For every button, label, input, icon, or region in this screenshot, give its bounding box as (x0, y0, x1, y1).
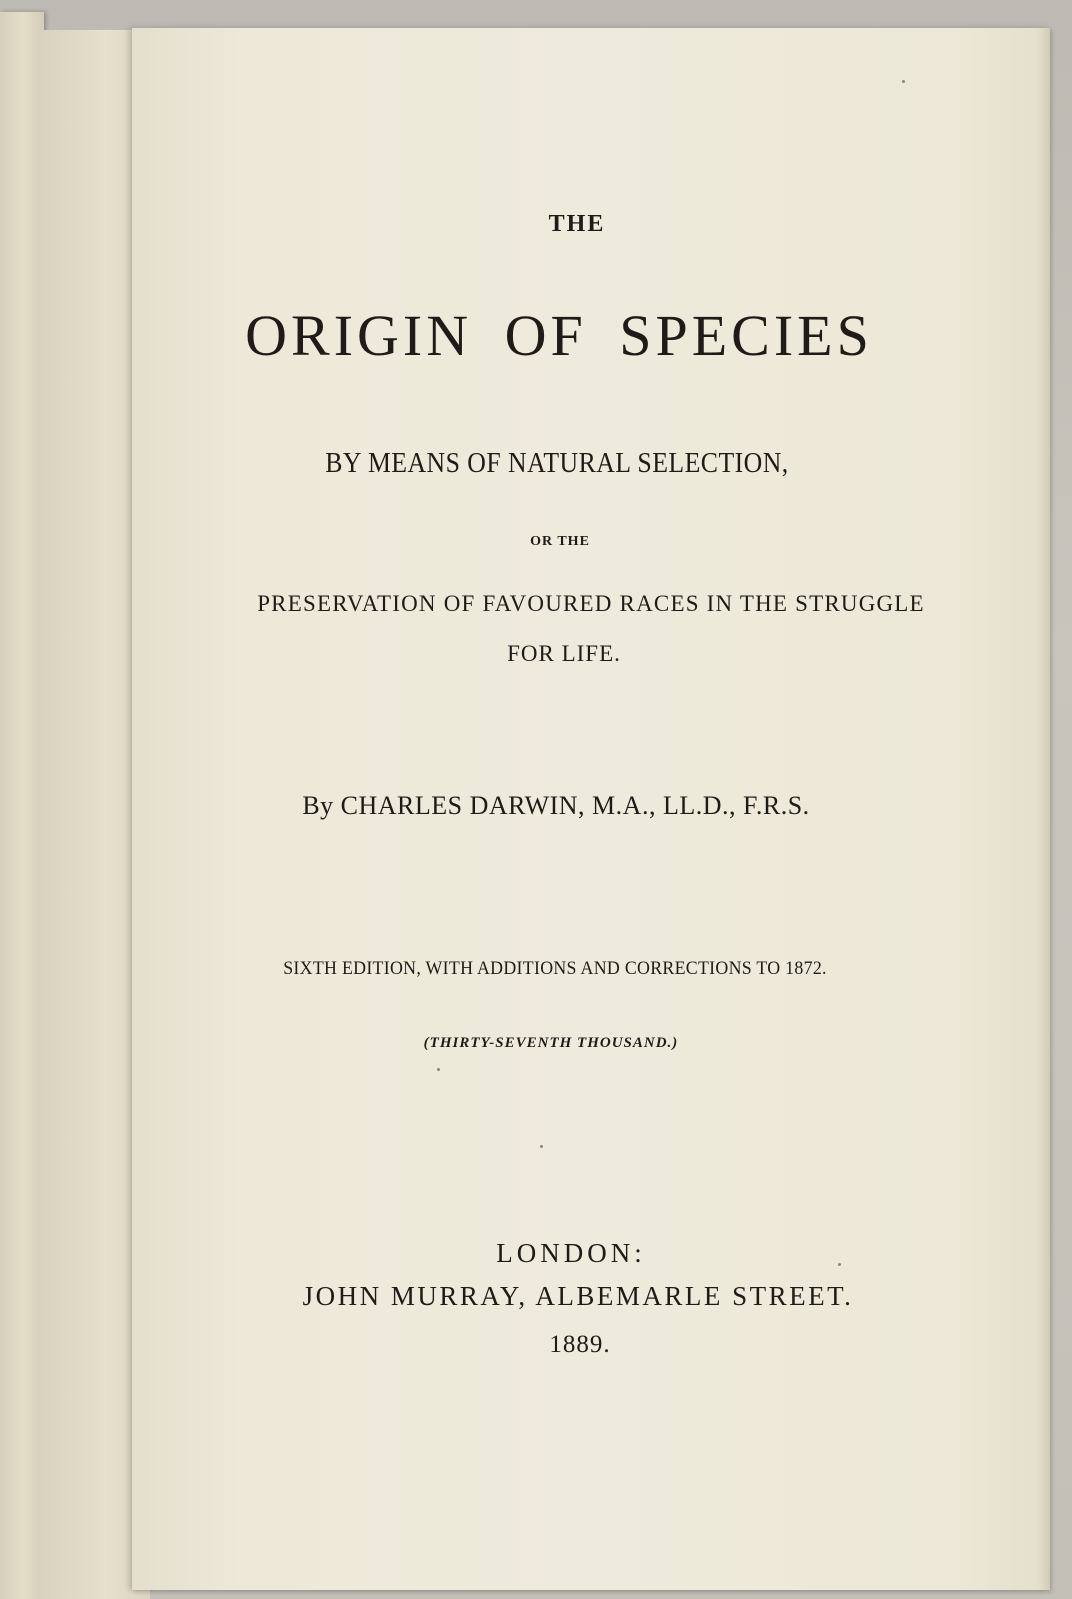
subtitle-line-1: BY MEANS OF NATURAL SELECTION, (325, 448, 789, 479)
foxing-spot (540, 1145, 543, 1148)
foxing-spot (838, 1263, 841, 1266)
publisher-city: LONDON: (496, 1238, 646, 1268)
subtitle-line-3: FOR LIFE. (507, 641, 621, 666)
subtitle-line-2: PRESERVATION OF FAVOURED RACES IN THE STRUGGLE (257, 591, 925, 616)
foxing-spot (437, 1068, 440, 1071)
publisher-name: JOHN MURRAY, ALBEMARLE STREET. (302, 1281, 854, 1311)
book-cover-edge (0, 12, 44, 1599)
foxing-spot (902, 80, 905, 83)
publication-year: 1889. (549, 1331, 611, 1358)
page-edge-shadow (1038, 28, 1050, 1590)
or-the: OR THE (530, 534, 590, 549)
thousand-line: (THIRTY-SEVENTH THOUSAND.) (423, 1035, 679, 1051)
book-title: ORIGIN OF SPECIES (245, 303, 873, 368)
edition-line: SIXTH EDITION, WITH ADDITIONS AND CORRECTIONS TO 1872. (283, 958, 827, 979)
author-line: By CHARLES DARWIN, M.A., LL.D., F.R.S. (302, 791, 810, 820)
title-the: THE (548, 211, 606, 237)
title-page (132, 28, 1050, 1590)
